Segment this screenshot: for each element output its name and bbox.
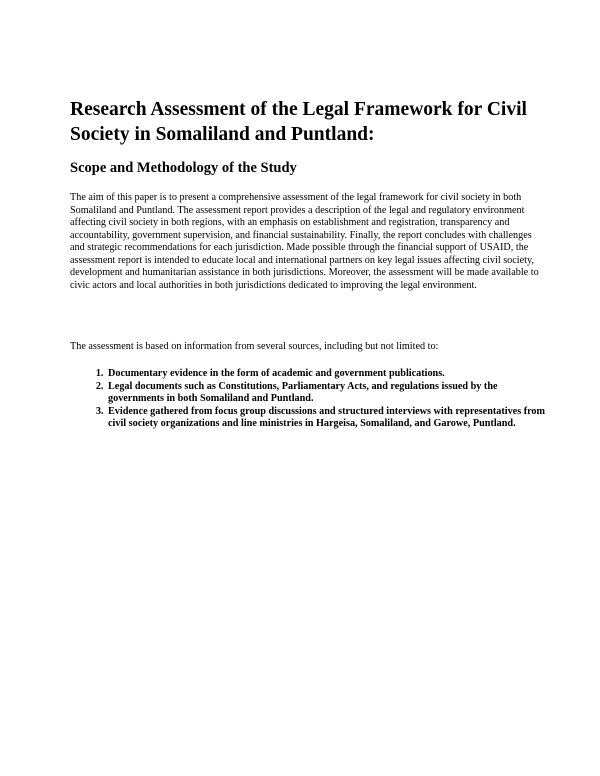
list-item: 2. Legal documents such as Constitutions, Parliamentary Acts, and regulations issued by the governments in both Somaliland and Puntland. <box>106 381 552 406</box>
list-item: 3. Evidence gathered from focus group discussions and structured interviews with representatives from civil society organizations and line ministries in Hargeisa, Somaliland, and Garowe, Puntland. <box>106 406 552 431</box>
intro-paragraph: The aim of this paper is to present a comprehensive assessment of the legal framework for civil society in both Somaliland and Puntland. The assessment report provides a description of the legal and regulatory environment affecting civil society in both regions, with an emphasis on establishment and registration, transparency and accountability, government supervision, and financial sustainability. Finally, the report concludes with challenges and strategic recommendations for each jurisdiction. Made possible through the financial support of USAID, the assessment report is intended to educate local and international partners on key legal issues affecting civil society, development and humanitarian assistance in both jurisdictions. Moreover, the assessment will be made available to civic actors and local authorities in both jurisdictions dedicated to improving the legal environment. <box>70 192 539 291</box>
sources-intro-paragraph: The assessment is based on information from several sources, including but not limited to: <box>70 341 439 352</box>
sources-list <box>88 368 552 431</box>
list-item: 1. Documentary evidence in the form of academic and government publications. <box>106 368 552 381</box>
document-title: Research Assessment of the Legal Framework for Civil Society in Somaliland and Puntland: <box>70 99 527 145</box>
section-heading: Scope and Methodology of the Study <box>70 160 297 176</box>
